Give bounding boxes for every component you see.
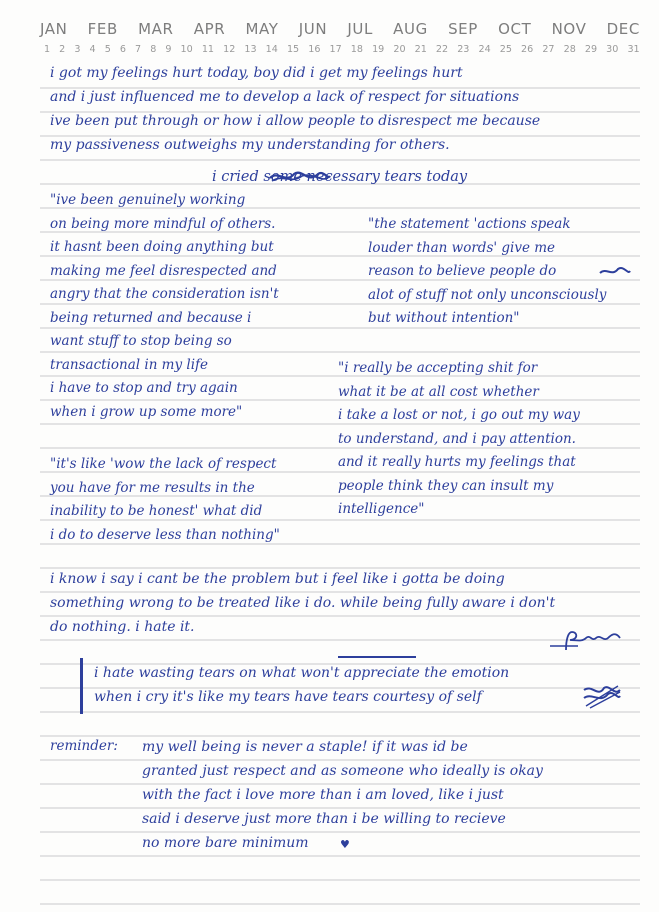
day-number: 26 <box>521 44 534 55</box>
day-number: 28 <box>563 44 576 55</box>
quote-right-2 <box>338 362 580 517</box>
quote-line: on being more mindful of others. <box>50 215 276 232</box>
day-number: 4 <box>89 44 96 55</box>
signature <box>548 628 628 652</box>
day-number: 30 <box>606 44 619 55</box>
day-number: 3 <box>74 44 81 55</box>
reminder-line: granted just respect and as someone who ideally is okay <box>142 763 543 779</box>
day-number-row <box>44 44 640 55</box>
day-number: 20 <box>393 44 406 55</box>
quote-line: making me feel disrespected and <box>50 262 277 279</box>
reminder-line: my well being is never a staple! if it was id be <box>142 739 468 755</box>
day-number: 18 <box>350 44 364 55</box>
day-number: 1 <box>44 44 51 55</box>
reminder-label: reminder: <box>50 738 118 754</box>
day-number: 13 <box>244 44 257 55</box>
month-row <box>40 20 640 38</box>
quote-line: louder than words' give me <box>368 239 556 256</box>
day-number: 15 <box>286 44 300 55</box>
quote-line: i take a lost or not, i go out my way <box>338 407 580 423</box>
day-number: 21 <box>414 44 427 55</box>
intro-paragraph <box>50 66 540 152</box>
bracketed-paragraph <box>94 666 509 704</box>
reminder-paragraph <box>142 740 543 850</box>
intro-line: my passiveness outweighs my understanding for others. <box>50 137 450 153</box>
month-label: JUN <box>298 20 328 38</box>
month-label: AUG <box>393 20 428 38</box>
scribble-crossout <box>268 168 332 186</box>
day-number: 10 <box>180 44 193 55</box>
reminder-line: with the fact i love more than i am loved, like i just <box>142 787 504 803</box>
bracketed-line: when i cry it's like my tears have tears courtesy of self <box>94 689 482 705</box>
intro-line: i got my feelings hurt today, boy did i get my feelings hurt <box>50 65 463 81</box>
quote-line: i have to stop and try again <box>50 380 238 396</box>
day-number: 12 <box>223 44 236 55</box>
day-number: 22 <box>435 44 449 55</box>
day-number: 27 <box>542 44 555 55</box>
intro-line: and i just influenced me to develop a lack of respect for situations <box>50 89 520 105</box>
day-number: 24 <box>478 44 491 55</box>
quote-line: i do to deserve less than nothing" <box>50 526 280 543</box>
quote-line: "i really be accepting shit for <box>338 360 538 376</box>
quote-left-2 <box>50 458 280 542</box>
day-number: 14 <box>265 44 278 55</box>
bracket-mark <box>80 658 83 714</box>
quote-line: "ive been genuinely working <box>50 192 246 208</box>
month-label: APR <box>193 20 226 38</box>
month-label: MAY <box>245 20 279 38</box>
quote-line: inability to be honest' what did <box>50 503 263 519</box>
intro-line: ive been put through or how i allow people to disrespect me because <box>50 113 541 129</box>
cried-line: i cried some necessary tears today <box>212 169 468 185</box>
quote-line: what it be at all cost whether <box>338 383 539 400</box>
month-label: JUL <box>347 20 373 38</box>
month-label: FEB <box>87 20 118 38</box>
scribble-crossout <box>598 265 632 279</box>
scribble-crossout <box>582 684 622 710</box>
quote-line: when i grow up some more" <box>50 403 243 420</box>
day-number: 2 <box>59 44 66 55</box>
quote-line: want stuff to stop being so <box>50 333 232 349</box>
closing-paragraph <box>50 572 555 634</box>
month-label: JAN <box>40 20 68 38</box>
quote-line: but without intention" <box>368 310 520 326</box>
day-number: 7 <box>135 44 142 55</box>
day-number: 19 <box>372 44 385 55</box>
closing-line: i know i say i cant be the problem but i feel like i gotta be doing <box>50 571 505 587</box>
month-label: SEP <box>448 20 478 38</box>
quote-line: "the statement 'actions speak <box>368 216 571 232</box>
month-label: MAR <box>138 20 174 38</box>
bracket-top-mark <box>338 656 416 658</box>
quote-line: you have for me results in the <box>50 479 255 496</box>
quote-line: being returned and because i <box>50 309 252 326</box>
reminder-line: said i deserve just more than i be willing to recieve <box>142 811 506 827</box>
quote-line: angry that the consideration isn't <box>50 286 279 302</box>
day-number: 23 <box>457 44 470 55</box>
day-number: 17 <box>329 44 342 55</box>
day-number: 8 <box>150 44 157 55</box>
month-label: DEC <box>606 20 640 38</box>
month-label: NOV <box>551 20 587 38</box>
closing-line: something wrong to be treated like i do. while being fully aware i don't <box>50 595 556 611</box>
quote-right-1 <box>368 218 606 326</box>
reminder-line: no more bare minimum <box>142 835 309 851</box>
day-number: 29 <box>584 44 598 55</box>
quote-line: to understand, and i pay attention. <box>338 430 576 447</box>
quote-line: transactional in my life <box>50 356 209 373</box>
quote-line: and it really hurts my feelings that <box>338 454 576 470</box>
day-number: 5 <box>104 44 111 55</box>
month-label: OCT <box>498 20 532 38</box>
quote-line: alot of stuff not only unconsciously <box>368 286 607 303</box>
quote-line: people think they can insult my <box>338 477 554 494</box>
day-number: 11 <box>201 44 215 55</box>
heart-icon: ♥ <box>340 838 350 851</box>
closing-line: do nothing. i hate it. <box>50 619 195 635</box>
quote-line: reason to believe people do <box>368 263 557 279</box>
day-number: 9 <box>165 44 172 55</box>
quote-left-1 <box>50 194 279 419</box>
day-number: 6 <box>119 44 126 55</box>
day-number: 25 <box>499 44 512 55</box>
quote-line: "it's like 'wow the lack of respect <box>50 456 277 472</box>
calendar-header <box>0 0 659 64</box>
quote-line: intelligence" <box>338 501 425 517</box>
bracketed-line: i hate wasting tears on what won't appreciate the emotion <box>94 665 510 681</box>
quote-line: it hasnt been doing anything but <box>50 239 274 255</box>
day-number: 31 <box>627 44 640 55</box>
day-number: 16 <box>308 44 321 55</box>
